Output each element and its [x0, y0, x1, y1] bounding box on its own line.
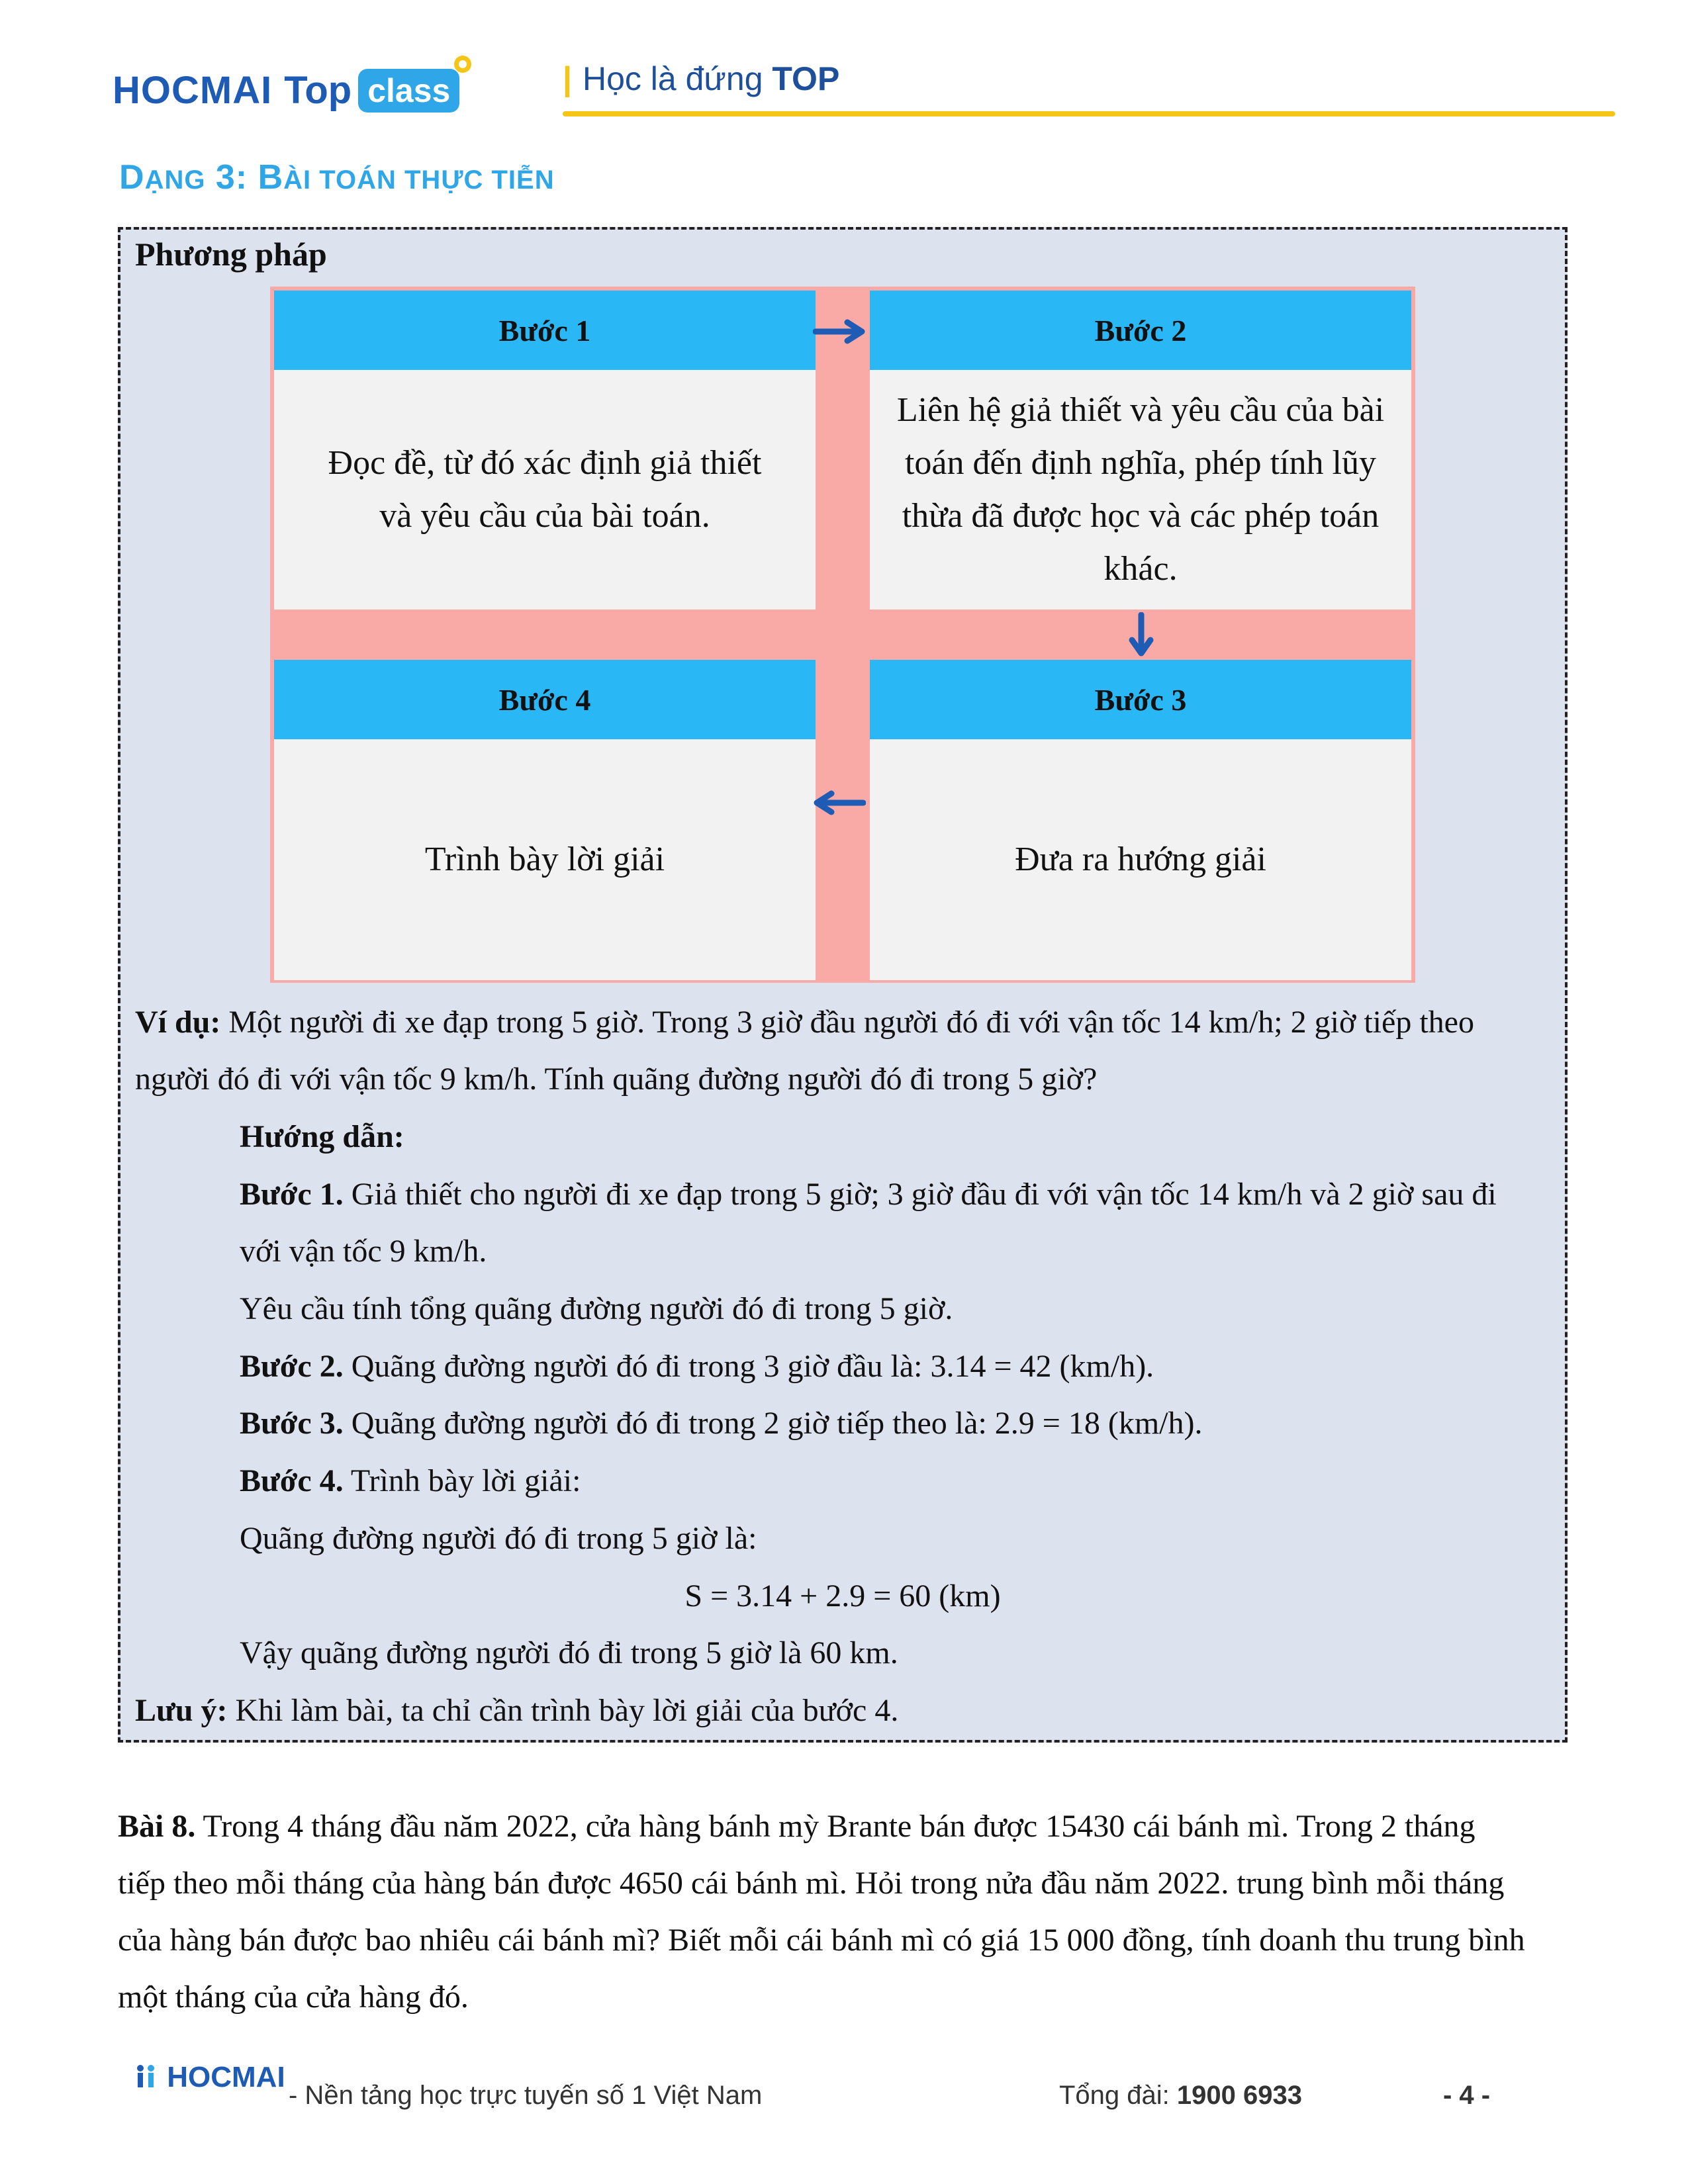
- title-number: 3:: [215, 158, 248, 197]
- step-3-body: [870, 739, 1411, 980]
- step-2-body: [870, 370, 1411, 610]
- method-box: [118, 227, 1568, 1743]
- title-cap-b: B: [258, 158, 284, 197]
- step-3-text: [240, 1405, 1202, 1441]
- exercise-text: Trong 4 tháng đầu năm 2022, cửa hàng bánh mỳ Brante bán được 15430 cái bánh mì. Trong 2 tháng: [195, 1809, 1476, 1844]
- tagline-text: Học là đứng: [583, 60, 763, 97]
- step-4-text: [240, 1463, 581, 1499]
- step-2-card: [870, 291, 1411, 610]
- arrow-down-icon: [1127, 612, 1156, 659]
- step-3-heading: Bước 3: [870, 660, 1411, 739]
- title-cap-d: D: [119, 158, 145, 197]
- step-1-line: và yêu cầu của bài toán.: [379, 497, 710, 535]
- step-2-line: thừa đã được học và các phép toán: [902, 497, 1380, 535]
- step-2-line: khác.: [1103, 550, 1178, 588]
- steps-diagram: [270, 287, 1415, 983]
- step-4-heading: Bước 4: [274, 660, 816, 739]
- arrow-right-icon: [813, 318, 868, 345]
- solution-conclusion: Vậy quãng đường người đó đi trong 5 giờ là 60 km.: [240, 1635, 898, 1670]
- page-header: [113, 46, 1509, 119]
- step-1-card: [274, 291, 816, 610]
- step-1-requirement: Yêu cầu tính tổng quãng đường người đó đi trong 5 giờ.: [240, 1291, 953, 1326]
- step-2-line: toán đến định nghĩa, phép tính lũy: [904, 444, 1376, 482]
- solution-line: Quãng đường người đó đi trong 5 giờ là:: [240, 1521, 757, 1556]
- method-label: Phương pháp: [135, 236, 327, 273]
- exercise-line-1: [118, 1808, 1476, 1844]
- step-1-body: [274, 370, 816, 610]
- step-4-card: [274, 660, 816, 980]
- logo-top-text: Top: [284, 69, 352, 112]
- footer-slogan: - Nền tảng học trực tuyến số 1 Việt Nam: [289, 2081, 763, 2110]
- section-title: [119, 158, 555, 197]
- step-1-label: Bước 1.: [240, 1177, 344, 1212]
- example-line-2: người đó đi với vận tốc 9 km/h. Tính quãng đường người đó đi trong 5 giờ?: [135, 1062, 1098, 1097]
- hocmai-topclass-logo: [113, 60, 459, 113]
- step-1-heading: Bước 1: [274, 291, 816, 370]
- title-rest: ÀI TOÁN THỰC TIỄN: [283, 165, 555, 195]
- example-line-1: [135, 1004, 1474, 1040]
- step-1-line: Đọc đề, từ đó xác định giả thiết: [328, 444, 762, 482]
- footer-logo: [132, 2061, 285, 2094]
- step-2-heading: Bước 2: [870, 291, 1411, 370]
- step-3-label: Bước 3.: [240, 1406, 344, 1441]
- step-2-line: Liên hệ giả thiết và yêu cầu của bài: [896, 391, 1385, 429]
- logo-class-text: class: [367, 72, 451, 109]
- step-3-content: Quãng đường người đó đi trong 2 giờ tiếp theo là: 2.9 = 18 (km/h).: [343, 1406, 1203, 1441]
- step-2-text: [240, 1348, 1154, 1385]
- page-number: - 4 -: [1443, 2081, 1491, 2110]
- hotline-number: 1900 6933: [1176, 2081, 1302, 2110]
- page-footer: [132, 2061, 1523, 2118]
- tagline-top: TOP: [772, 60, 840, 97]
- step-3-line: Đưa ra hướng giải: [1015, 841, 1266, 878]
- step-1-content: Giả thiết cho người đi xe đạp trong 5 giờ; 3 giờ đầu đi với vận tốc 14 km/h và 2 giờ sau đi: [343, 1177, 1497, 1212]
- solution-formula: S = 3.14 + 2.9 = 60 (km): [684, 1578, 1001, 1614]
- logo-hocmai-text: HOCMAI: [113, 69, 273, 112]
- title-dang: ẠNG: [144, 165, 206, 195]
- step-4-line: Trình bày lời giải: [424, 841, 665, 878]
- step-2-label: Bước 2.: [240, 1349, 344, 1384]
- step-3-card: [870, 660, 1411, 980]
- step-4-content: Trình bày lời giải:: [343, 1463, 581, 1498]
- step-1-text: [240, 1176, 1497, 1212]
- exercise-label: Bài 8.: [118, 1809, 196, 1844]
- hocmai-figures-icon: [132, 2063, 159, 2089]
- footer-hotline: [1059, 2081, 1302, 2111]
- example-text: Một người đi xe đạp trong 5 giờ. Trong 3 giờ đầu người đó đi với vận tốc 14 km/h; 2 giờ tiếp theo: [220, 1005, 1474, 1040]
- step-4-body: [274, 739, 816, 980]
- step-1-text-cont: với vận tốc 9 km/h.: [240, 1234, 487, 1269]
- exercise-line-3: của hàng bán được bao nhiêu cái bánh mì? Biết mỗi cái bánh mì có giá 15 000 đồng, tính doanh thu trung bình: [118, 1923, 1525, 1958]
- note-text: Khi làm bài, ta chỉ cần trình bày lời giải của bước 4.: [227, 1693, 899, 1728]
- logo-class-badge: [358, 69, 459, 113]
- example-label: Ví dụ:: [135, 1005, 221, 1040]
- header-divider: [563, 111, 1615, 116]
- header-tagline: | Học là đứng TOP: [563, 60, 840, 97]
- footer-logo-text: HOCMAI: [167, 2061, 285, 2093]
- guide-label: Hướng dẫn:: [240, 1119, 404, 1154]
- hotline-label: Tổng đài:: [1059, 2081, 1170, 2110]
- step-4-label: Bước 4.: [240, 1463, 344, 1498]
- exercise-line-2: tiếp theo mỗi tháng của hàng bán được 4650 cái bánh mì. Hỏi trong nửa đầu năm 2022. trung bình mỗi tháng: [118, 1866, 1505, 1901]
- arrow-left-icon: [810, 790, 866, 816]
- step-2-content: Quãng đường người đó đi trong 3 giờ đầu là: 3.14 = 42 (km/h).: [343, 1349, 1154, 1384]
- note-line: [135, 1692, 898, 1729]
- star-icon: [451, 53, 474, 75]
- note-label: Lưu ý:: [135, 1693, 228, 1728]
- exercise-line-4: một tháng của cửa hàng đó.: [118, 1979, 469, 2015]
